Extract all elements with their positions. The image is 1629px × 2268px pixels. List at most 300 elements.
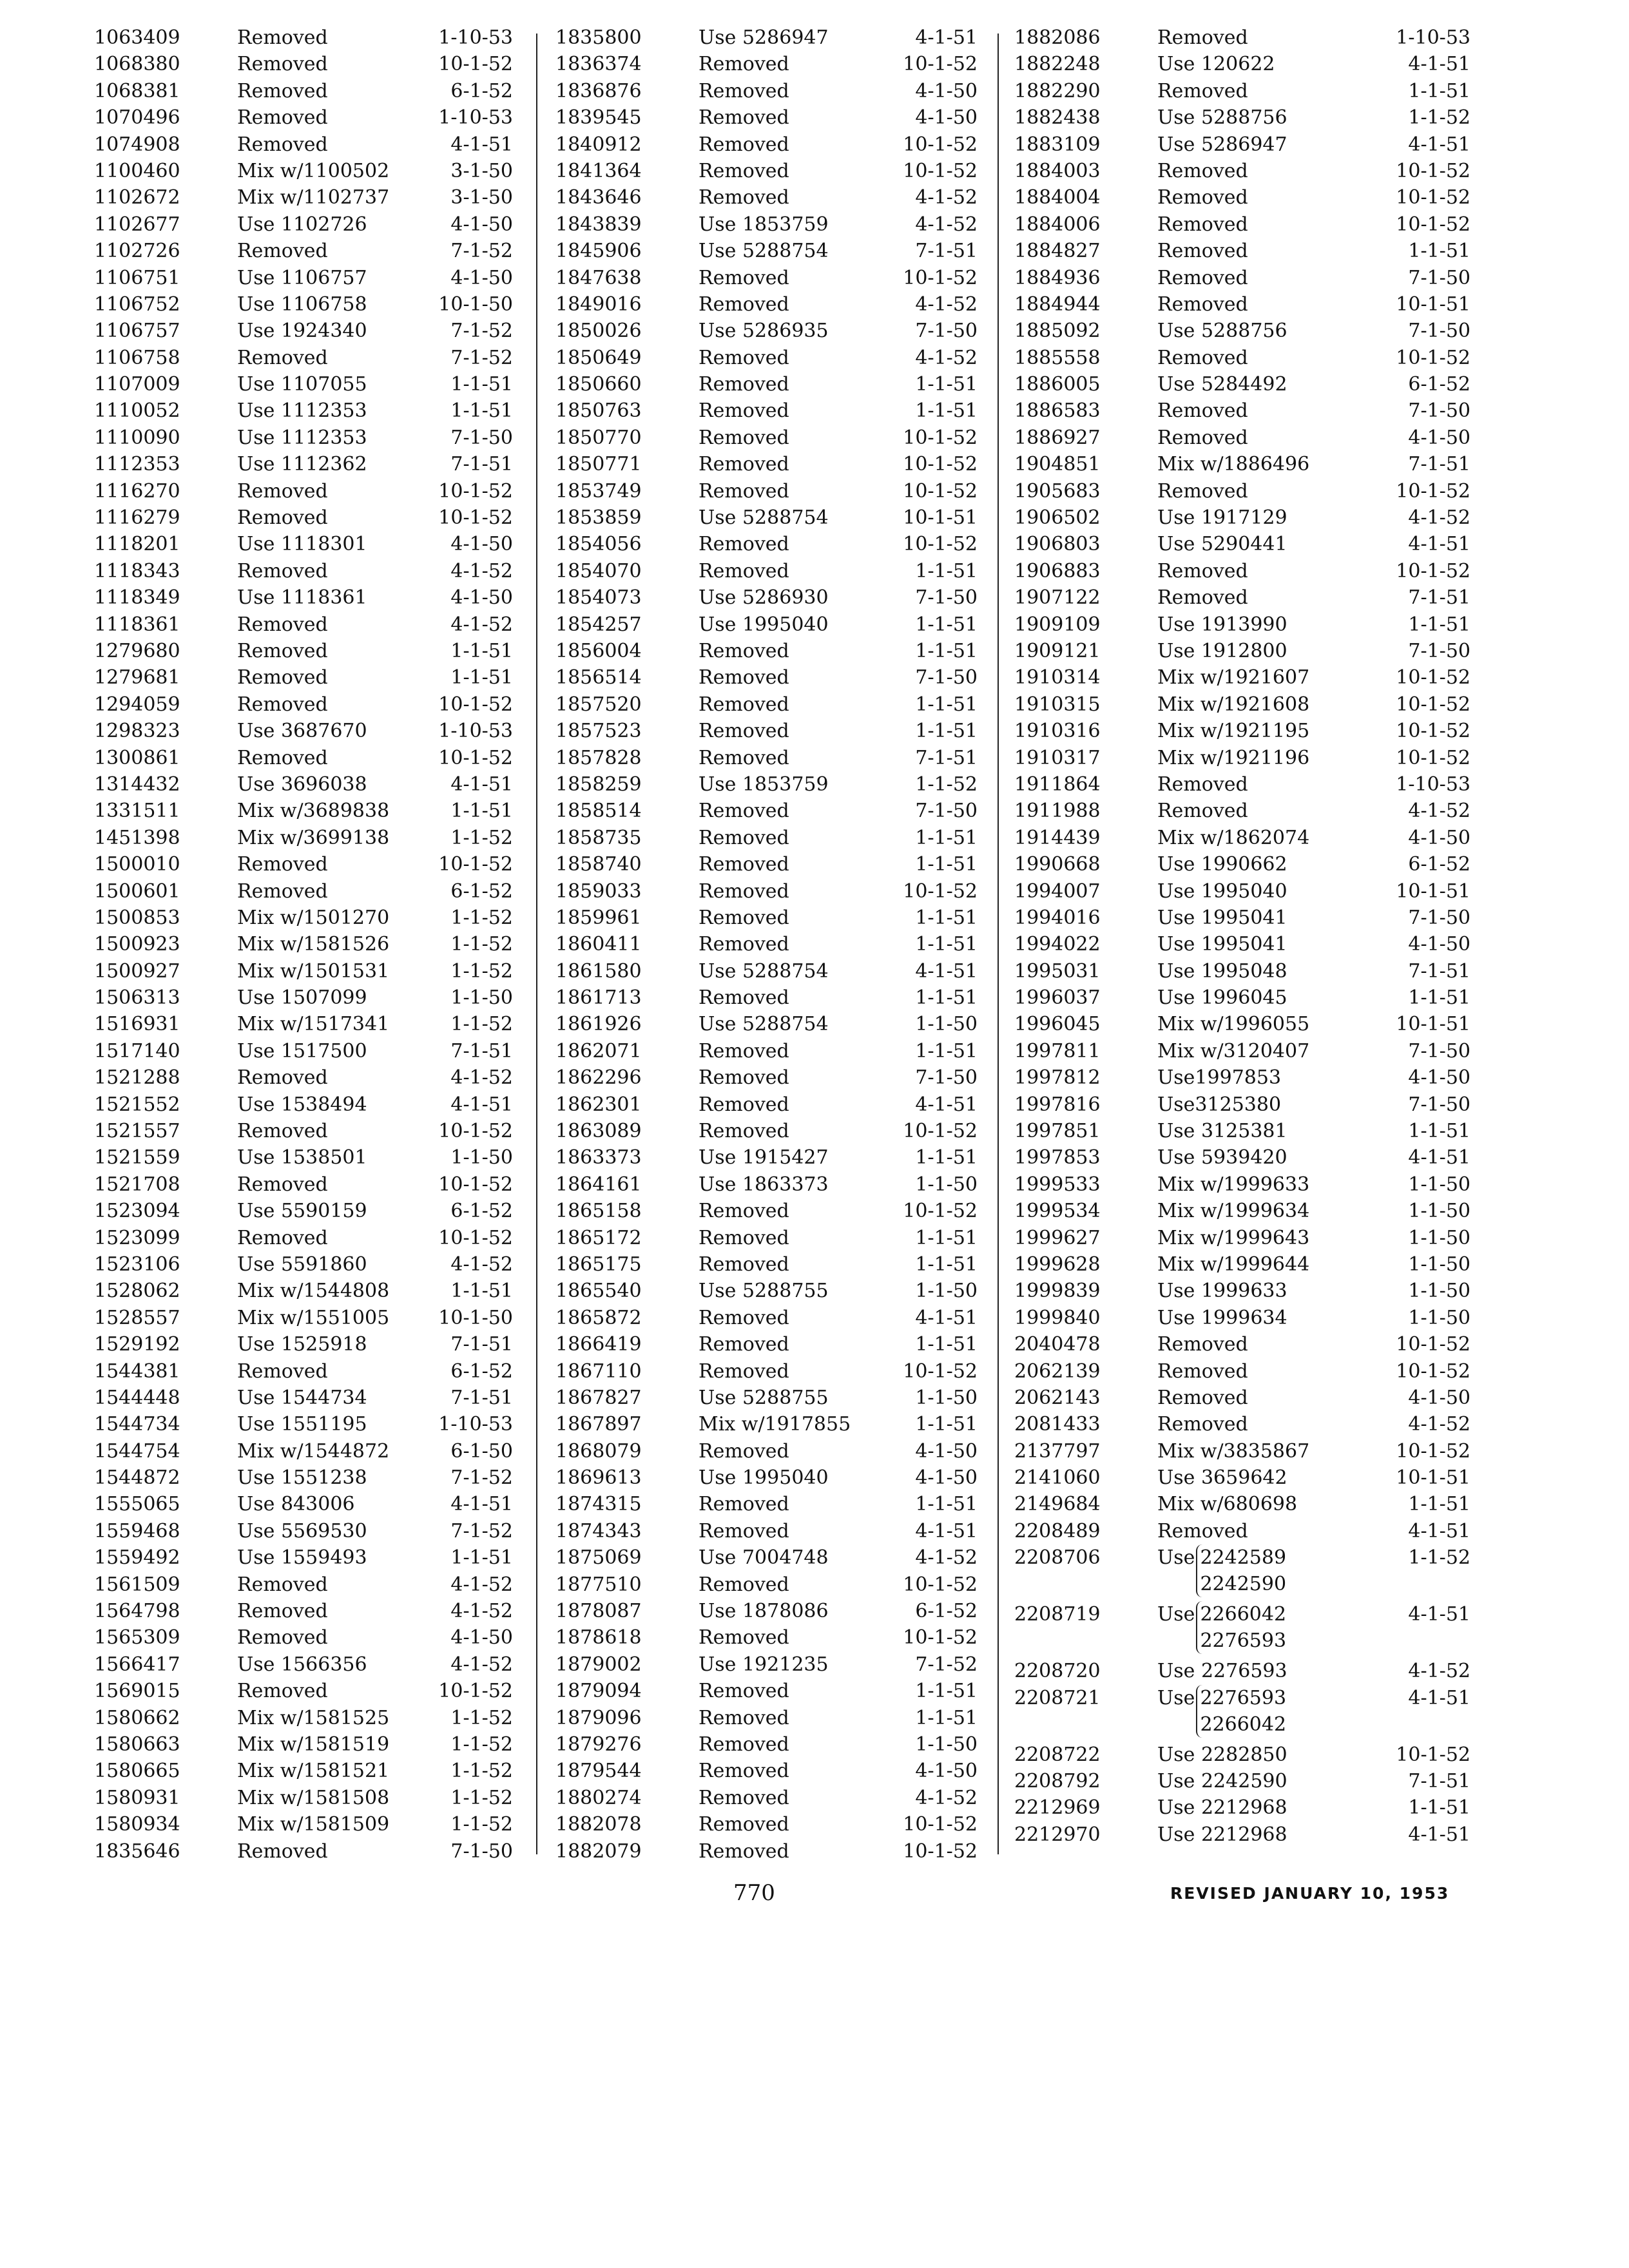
- disposition: Removed: [1157, 159, 1248, 182]
- part-number: 1865172: [555, 1226, 642, 1249]
- effective-date: 1-1-52: [450, 1733, 513, 1756]
- disposition: Mix w/1921195: [1157, 720, 1310, 743]
- disposition: Removed: [699, 453, 789, 476]
- table-row: [555, 398, 1019, 424]
- table-row: [94, 798, 558, 824]
- disposition: Removed: [1157, 240, 1248, 263]
- part-number: 1544754: [94, 1439, 180, 1463]
- disposition: Mix w/1100502: [237, 159, 390, 182]
- effective-date: 4-1-51: [450, 773, 513, 796]
- effective-date: 6-1-50: [450, 1439, 513, 1463]
- table-row: [1014, 1385, 1478, 1411]
- part-number: 2208721: [1014, 1686, 1101, 1709]
- disposition: Use 1551238: [237, 1466, 367, 1490]
- part-number: 1300861: [94, 746, 180, 769]
- bracket-group: [1196, 1544, 1286, 1597]
- part-number: 1528062: [94, 1280, 180, 1303]
- table-row: [94, 104, 558, 131]
- part-number: 1850771: [555, 453, 642, 476]
- disposition: Removed: [699, 1626, 789, 1649]
- disposition: Removed: [1157, 213, 1248, 236]
- disposition: Removed: [1157, 559, 1248, 582]
- effective-date: 7-1-51: [1408, 1770, 1470, 1793]
- effective-date: 10-1-52: [1396, 1743, 1470, 1766]
- table-row: [555, 1331, 1019, 1358]
- part-number: 1118343: [94, 559, 180, 582]
- part-number: 1884004: [1014, 186, 1101, 209]
- table-row: [555, 1651, 1019, 1678]
- table-row: [1014, 1768, 1478, 1794]
- part-number: 1997816: [1014, 1093, 1101, 1116]
- effective-date: 4-1-51: [1408, 1823, 1470, 1846]
- effective-date: 1-1-51: [915, 1146, 978, 1169]
- effective-date: 7-1-50: [1408, 906, 1470, 929]
- effective-date: 7-1-50: [1408, 1039, 1470, 1062]
- effective-date: 7-1-50: [1408, 1093, 1470, 1116]
- effective-date: 7-1-50: [1408, 266, 1470, 289]
- effective-date: 10-1-52: [438, 853, 513, 876]
- table-row: [1014, 158, 1478, 184]
- disposition: Removed: [699, 800, 789, 823]
- part-number: 1102677: [94, 213, 180, 236]
- disposition: Removed: [699, 906, 789, 929]
- table-row: [94, 1705, 558, 1731]
- disposition: Removed: [699, 1840, 789, 1863]
- table-row: [555, 1438, 1019, 1465]
- effective-date: 10-1-52: [903, 1840, 978, 1863]
- table-row: [94, 1091, 558, 1118]
- part-number: 1544448: [94, 1386, 180, 1409]
- disposition: Removed: [699, 53, 789, 76]
- effective-date: 1-1-50: [450, 1146, 513, 1169]
- effective-date: 10-1-52: [903, 159, 978, 182]
- part-number: 1544381: [94, 1360, 180, 1383]
- disposition: Use 1525918: [237, 1333, 367, 1356]
- effective-date: 4-1-51: [915, 1093, 978, 1116]
- effective-date: 7-1-51: [450, 1386, 513, 1409]
- table-row: [555, 1305, 1019, 1331]
- part-number: 1561509: [94, 1573, 180, 1596]
- disposition: Use 1921235: [699, 1653, 829, 1676]
- table-row: [1014, 1278, 1478, 1304]
- effective-date: 10-1-52: [438, 479, 513, 503]
- part-number: 1885558: [1014, 346, 1101, 369]
- table-row: [94, 1251, 558, 1278]
- part-number: 1580665: [94, 1760, 180, 1783]
- part-number: 1996037: [1014, 986, 1101, 1010]
- effective-date: 1-1-52: [450, 1013, 513, 1036]
- disposition: Removed: [699, 853, 789, 876]
- disposition: Use 5286947: [699, 26, 829, 49]
- table-row: [94, 1731, 558, 1758]
- disposition: Mix w/1999634: [1157, 1200, 1310, 1223]
- table-row: [555, 1758, 1019, 1784]
- bracket-group: [1196, 1601, 1286, 1654]
- disposition: Removed: [699, 1760, 789, 1783]
- effective-date: 7-1-52: [450, 320, 513, 343]
- disposition: Removed: [1157, 426, 1248, 449]
- part-number: 1850649: [555, 346, 642, 369]
- revision-note: REVISED JANUARY 10, 1953: [1170, 1884, 1450, 1903]
- effective-date: 1-1-51: [450, 800, 513, 823]
- disposition: Use 1990662: [1157, 853, 1287, 876]
- part-number: 1521552: [94, 1093, 180, 1116]
- bracket-group: [1196, 1685, 1286, 1738]
- table-row: [555, 318, 1019, 344]
- effective-date: 3-1-50: [450, 159, 513, 182]
- effective-date: 10-1-52: [903, 133, 978, 156]
- disposition: Removed: [699, 293, 789, 316]
- effective-date: 10-1-52: [1396, 1439, 1470, 1463]
- table-row: [94, 878, 558, 905]
- part-number: 1523099: [94, 1226, 180, 1249]
- disposition: Removed: [699, 1493, 789, 1516]
- replacement-part-number: 2242589: [1200, 1546, 1287, 1570]
- part-number: 1909109: [1014, 613, 1101, 636]
- part-number: 1836876: [555, 79, 642, 102]
- effective-date: 3-1-50: [450, 186, 513, 209]
- effective-date: 1-1-52: [450, 1786, 513, 1809]
- part-number: 1298323: [94, 720, 180, 743]
- effective-date: 10-1-52: [1396, 559, 1470, 582]
- effective-date: 1-1-51: [915, 826, 978, 849]
- table-row: [1014, 78, 1478, 104]
- table-row: [1014, 184, 1478, 211]
- disposition: Mix w/1581521: [237, 1760, 390, 1783]
- disposition: Use 1995041: [1157, 906, 1287, 929]
- effective-date: 4-1-52: [450, 1653, 513, 1676]
- table-row: [555, 771, 1019, 798]
- part-number: 1874315: [555, 1493, 642, 1516]
- disposition: Use 5288754: [699, 1013, 829, 1036]
- table-row: [94, 1811, 558, 1838]
- part-number: 1845906: [555, 240, 642, 263]
- part-number: 1521288: [94, 1066, 180, 1090]
- part-number: 1911988: [1014, 800, 1101, 823]
- part-number: 1882078: [555, 1813, 642, 1836]
- effective-date: 4-1-50: [1408, 1066, 1470, 1090]
- disposition: Removed: [699, 1733, 789, 1756]
- part-number: 1853749: [555, 479, 642, 503]
- table-row: [94, 1278, 558, 1304]
- disposition: Use 1551195: [237, 1413, 367, 1436]
- effective-date: 1-10-53: [438, 26, 513, 49]
- disposition: Removed: [237, 1840, 328, 1863]
- effective-date: 1-1-51: [1408, 1493, 1470, 1516]
- disposition: Removed: [699, 186, 789, 209]
- part-number: 1999533: [1014, 1173, 1101, 1196]
- disposition: Use 5591860: [237, 1253, 367, 1276]
- disposition: Removed: [1157, 79, 1248, 102]
- table-row: [555, 371, 1019, 398]
- part-number: 1521557: [94, 1120, 180, 1143]
- disposition: Removed: [699, 559, 789, 582]
- part-number: 1911864: [1014, 773, 1101, 796]
- table-row: [555, 745, 1019, 771]
- effective-date: 10-1-52: [903, 879, 978, 903]
- effective-date: 1-1-51: [915, 1333, 978, 1356]
- effective-date: 7-1-52: [915, 1653, 978, 1676]
- table-row: [555, 798, 1019, 824]
- part-number: 1907122: [1014, 586, 1101, 610]
- part-number: 2208722: [1014, 1743, 1101, 1766]
- effective-date: 1-1-52: [450, 1813, 513, 1836]
- disposition: Removed: [237, 1120, 328, 1143]
- table-row: [1014, 531, 1478, 557]
- part-number: 2208719: [1014, 1603, 1101, 1626]
- part-number: 1294059: [94, 693, 180, 716]
- disposition: Removed: [1157, 293, 1248, 316]
- disposition: Removed: [1157, 399, 1248, 423]
- table-row: [1014, 1198, 1478, 1224]
- table-row: [1014, 1518, 1478, 1544]
- part-number: 1106751: [94, 266, 180, 289]
- effective-date: 10-1-50: [438, 293, 513, 316]
- part-number: 1118361: [94, 613, 180, 636]
- disposition: Removed: [237, 639, 328, 662]
- part-number: 1875069: [555, 1546, 642, 1570]
- part-number: 1886005: [1014, 373, 1101, 396]
- table-row: [555, 584, 1019, 611]
- disposition: Removed: [237, 1066, 328, 1090]
- part-number: 1116270: [94, 479, 180, 503]
- effective-date: 1-1-50: [1408, 1226, 1470, 1249]
- table-row: [555, 1544, 1019, 1571]
- effective-date: 10-1-50: [438, 1306, 513, 1329]
- part-number: 1859033: [555, 879, 642, 903]
- table-row: [555, 1171, 1019, 1198]
- effective-date: 6-1-52: [450, 1200, 513, 1223]
- disposition: Mix w/1581519: [237, 1733, 390, 1756]
- disposition: Removed: [237, 79, 328, 102]
- effective-date: 4-1-52: [1408, 800, 1470, 823]
- part-number: 2212970: [1014, 1823, 1101, 1846]
- disposition: Removed: [237, 1680, 328, 1703]
- table-row: [94, 1518, 558, 1544]
- table-row: [1014, 1685, 1478, 1742]
- disposition: Removed: [237, 1626, 328, 1649]
- disposition: Use 1538494: [237, 1093, 367, 1116]
- table-row: [94, 265, 558, 291]
- effective-date: 4-1-50: [915, 106, 978, 130]
- disposition: [1157, 1601, 1286, 1654]
- effective-date: 10-1-52: [438, 1120, 513, 1143]
- disposition: Use 5288755: [699, 1280, 829, 1303]
- disposition: Removed: [699, 1786, 789, 1809]
- part-number: 1904851: [1014, 453, 1101, 476]
- effective-date: 7-1-50: [450, 426, 513, 449]
- disposition: Mix w/1999633: [1157, 1173, 1310, 1196]
- disposition: Removed: [237, 1226, 328, 1249]
- disposition: Use 1915427: [699, 1146, 829, 1169]
- disposition: Use 120622: [1157, 53, 1275, 76]
- table-row: [555, 104, 1019, 131]
- table-row: [1014, 131, 1478, 158]
- disposition: Use 1995048: [1157, 959, 1287, 983]
- disposition: Use 3125381: [1157, 1120, 1287, 1143]
- disposition: Removed: [699, 1306, 789, 1329]
- disposition: Mix w/1862074: [1157, 826, 1310, 849]
- part-number: 2040478: [1014, 1333, 1101, 1356]
- effective-date: 1-1-50: [1408, 1306, 1470, 1329]
- effective-date: 4-1-51: [1408, 1519, 1470, 1542]
- effective-date: 7-1-52: [450, 1519, 513, 1542]
- table-row: [1014, 1544, 1478, 1601]
- table-row: [1014, 1411, 1478, 1437]
- effective-date: 4-1-52: [915, 346, 978, 369]
- part-number: 1836374: [555, 53, 642, 76]
- table-row: [555, 265, 1019, 291]
- effective-date: 7-1-51: [915, 240, 978, 263]
- table-row: [555, 691, 1019, 718]
- disposition: Use 1995040: [699, 1466, 829, 1490]
- table-row: [1014, 851, 1478, 878]
- disposition: Removed: [699, 933, 789, 956]
- disposition: Use 1566356: [237, 1653, 367, 1676]
- part-number: 1564798: [94, 1600, 180, 1623]
- table-row: [94, 1144, 558, 1171]
- table-row: [94, 691, 558, 718]
- effective-date: 4-1-52: [450, 1066, 513, 1090]
- disposition: Removed: [237, 506, 328, 530]
- part-number: 1451398: [94, 826, 180, 849]
- table-row: [94, 1598, 558, 1624]
- effective-date: 1-1-51: [915, 853, 978, 876]
- disposition: Use 5288754: [699, 959, 829, 983]
- effective-date: 1-1-50: [1408, 1173, 1470, 1196]
- table-row: [555, 345, 1019, 371]
- part-number: 1118349: [94, 586, 180, 610]
- part-number: 1865872: [555, 1306, 642, 1329]
- table-row: [555, 158, 1019, 184]
- disposition: Use 1102726: [237, 213, 367, 236]
- replacement-part-number: 2242590: [1200, 1573, 1287, 1596]
- disposition: Removed: [1157, 773, 1248, 796]
- table-row: [555, 531, 1019, 557]
- disposition: Removed: [699, 1253, 789, 1276]
- disposition: Use 1853759: [699, 213, 829, 236]
- table-row: [555, 1598, 1019, 1624]
- part-number: 1516931: [94, 1013, 180, 1036]
- table-row: [94, 1171, 558, 1198]
- replacement-part-number: 2276593: [1200, 1629, 1287, 1653]
- disposition: Use 1112353: [237, 426, 367, 449]
- part-number: 2149684: [1014, 1493, 1101, 1516]
- disposition: Removed: [699, 373, 789, 396]
- table-row: [1014, 825, 1478, 851]
- table-row: [1014, 664, 1478, 691]
- part-number: 2062139: [1014, 1360, 1101, 1383]
- effective-date: 10-1-52: [903, 266, 978, 289]
- part-number: 1869613: [555, 1466, 642, 1490]
- replacement-part-number: 2266042: [1200, 1603, 1287, 1626]
- table-row: [1014, 318, 1478, 344]
- effective-date: 1-1-52: [1408, 106, 1470, 130]
- table-row: [555, 1491, 1019, 1517]
- part-number: 1999839: [1014, 1280, 1101, 1303]
- disposition: Removed: [237, 26, 328, 49]
- table-row: [94, 664, 558, 691]
- part-number: 1517140: [94, 1039, 180, 1062]
- effective-date: 1-1-51: [915, 639, 978, 662]
- table-row: [555, 1118, 1019, 1144]
- part-number: 1884003: [1014, 159, 1101, 182]
- part-number: 1853859: [555, 506, 642, 530]
- table-row: [94, 1358, 558, 1385]
- part-number: 1994016: [1014, 906, 1101, 929]
- disposition: Use 1995041: [1157, 933, 1287, 956]
- table-row: [555, 1144, 1019, 1171]
- disposition: Use 1118301: [237, 533, 367, 556]
- part-number: 1106757: [94, 320, 180, 343]
- effective-date: 10-1-52: [903, 479, 978, 503]
- table-row: [1014, 985, 1478, 1011]
- disposition: Removed: [699, 399, 789, 423]
- effective-date: 4-1-51: [450, 1093, 513, 1116]
- disposition: Use 1999633: [1157, 1280, 1287, 1303]
- table-row: [1014, 1225, 1478, 1251]
- table-row: [555, 825, 1019, 851]
- disposition: Removed: [1157, 1413, 1248, 1436]
- table-row: [94, 611, 558, 638]
- disposition: [1157, 1544, 1286, 1597]
- effective-date: 1-1-51: [915, 1493, 978, 1516]
- effective-date: 7-1-50: [915, 800, 978, 823]
- disposition: Use 5569530: [237, 1519, 367, 1542]
- disposition: Removed: [1157, 186, 1248, 209]
- part-number: 1884827: [1014, 240, 1101, 263]
- table-row: [555, 238, 1019, 264]
- table-row: [1014, 771, 1478, 798]
- part-number: 1997811: [1014, 1039, 1101, 1062]
- part-number: 2208792: [1014, 1770, 1101, 1793]
- table-row: [1014, 584, 1478, 611]
- disposition: Use 5286947: [1157, 133, 1287, 156]
- effective-date: 7-1-51: [1408, 586, 1470, 610]
- effective-date: 6-1-52: [450, 879, 513, 903]
- disposition: Removed: [699, 79, 789, 102]
- table-row: [94, 1331, 558, 1358]
- effective-date: 1-1-51: [1408, 79, 1470, 102]
- table-row: [94, 1198, 558, 1224]
- effective-date: 7-1-50: [1408, 639, 1470, 662]
- effective-date: 7-1-51: [450, 1039, 513, 1062]
- part-number: 1555065: [94, 1493, 180, 1516]
- effective-date: 4-1-51: [1408, 1686, 1470, 1709]
- table-row: [1014, 558, 1478, 584]
- effective-date: 10-1-51: [903, 506, 978, 530]
- disposition: Mix w/3689838: [237, 800, 390, 823]
- part-number: 2208706: [1014, 1546, 1101, 1570]
- part-number: 1867827: [555, 1386, 642, 1409]
- disposition: Use 1507099: [237, 986, 367, 1010]
- table-row: [1014, 1465, 1478, 1491]
- part-number: 1882438: [1014, 106, 1101, 130]
- part-number: 1063409: [94, 26, 180, 49]
- part-number: 2137797: [1014, 1439, 1101, 1463]
- effective-date: 4-1-52: [450, 613, 513, 636]
- disposition: Use 2276593: [1157, 1660, 1287, 1683]
- table-row: [1014, 478, 1478, 505]
- effective-date: 4-1-51: [1408, 1603, 1470, 1626]
- effective-date: 10-1-52: [438, 1680, 513, 1703]
- table-row: [94, 1544, 558, 1571]
- disposition: Mix w/1517341: [237, 1013, 390, 1036]
- part-number: 1858740: [555, 853, 642, 876]
- table-row: [555, 1465, 1019, 1491]
- disposition: Mix w/1102737: [237, 186, 390, 209]
- part-number: 1112353: [94, 453, 180, 476]
